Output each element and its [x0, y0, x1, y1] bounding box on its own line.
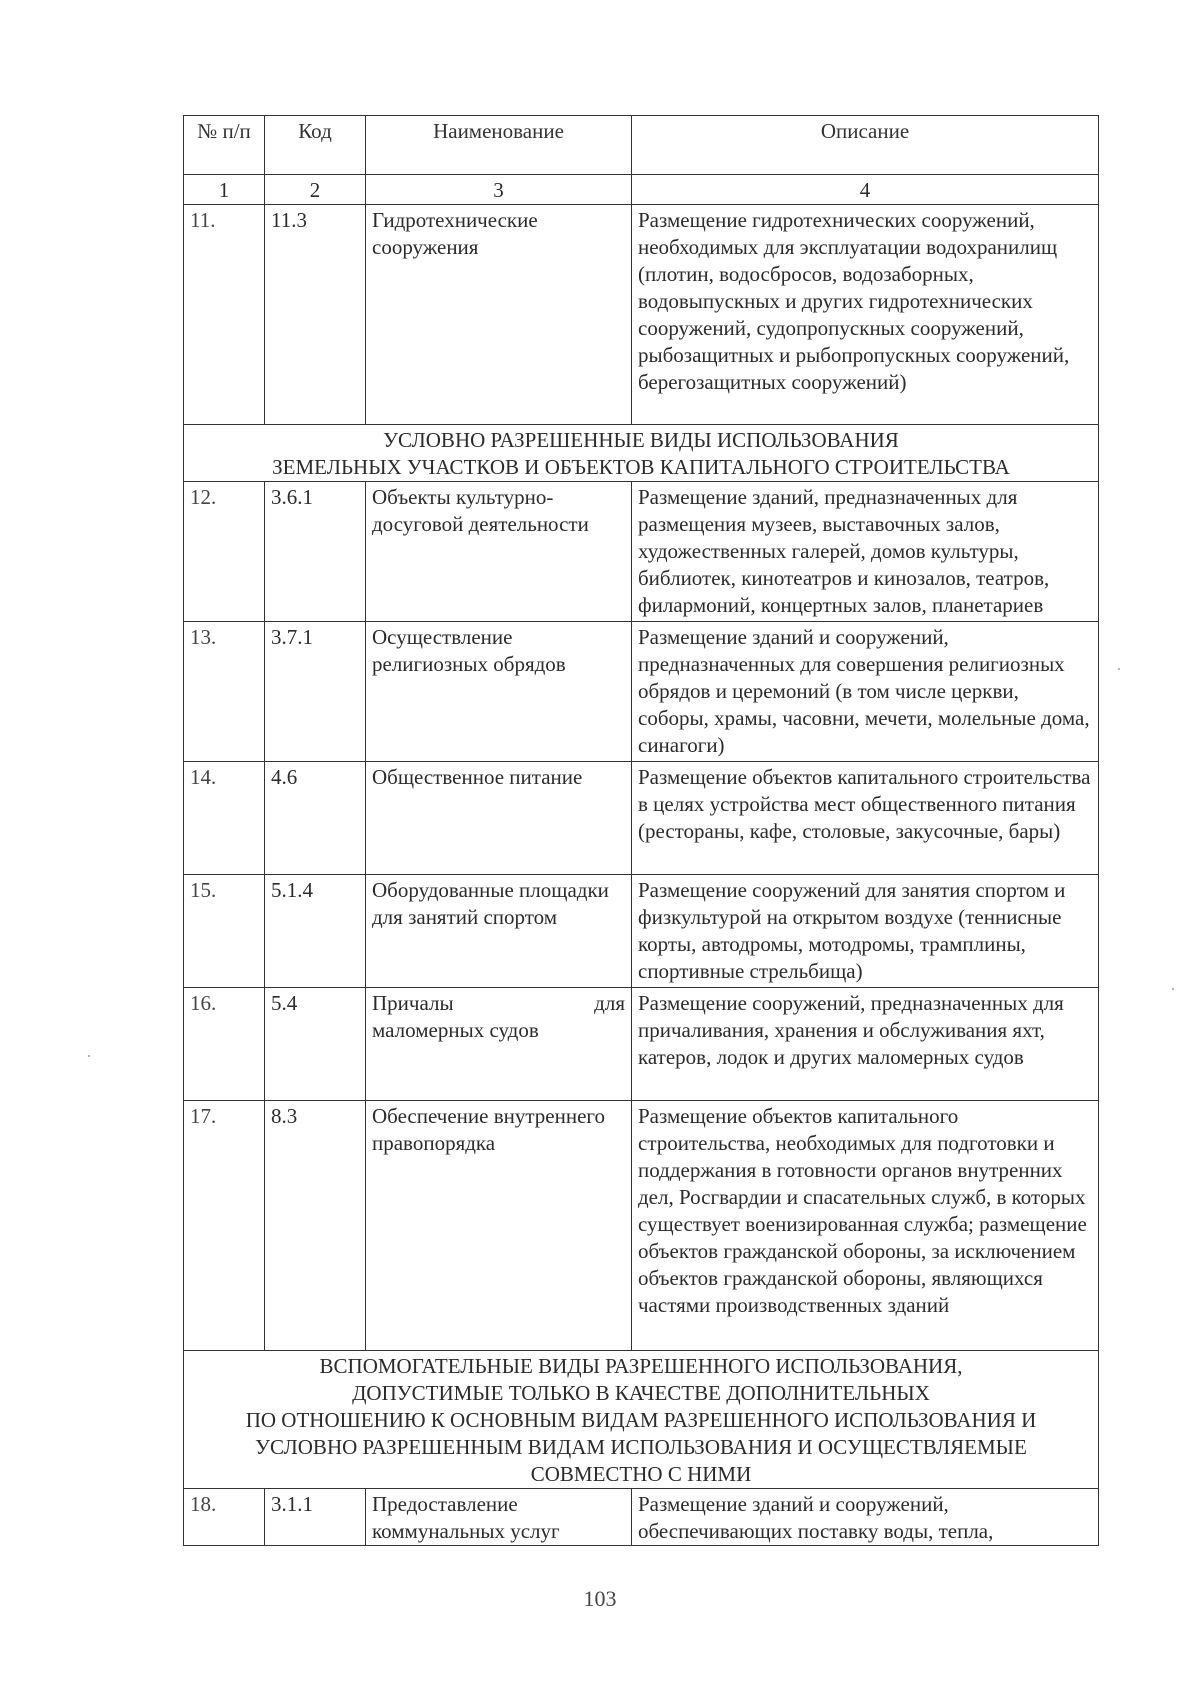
header-name: Наименование [366, 116, 632, 175]
row-code: 3.7.1 [265, 622, 366, 762]
section-header-conditional [184, 425, 1099, 482]
section-title-line: УСЛОВНО РАЗРЕШЕННЫЕ ВИДЫ ИСПОЛЬЗОВАНИЯ [383, 428, 899, 452]
row-number: 15. [184, 875, 265, 988]
row-description: Размещение гидротехнических сооружений, необходимых для эксплуатации водохранилищ (плотин, водосбросов, водозаборных, водовыпускных и других гидротехнических сооружений, судопропускных сооружений, рыбозащитных и рыбопропускных сооружений, берегозащитных сооружений) [632, 205, 1099, 425]
section-header-auxiliary [184, 1351, 1099, 1489]
row-description: Размещение зданий и сооружений, обеспечивающих поставку воды, тепла, [632, 1489, 1099, 1546]
scan-speck [1118, 668, 1120, 670]
section-title-line: УСЛОВНО РАЗРЕШЕННЫМ ВИДАМ ИСПОЛЬЗОВАНИЯ И ОСУЩЕСТВЛЯЕМЫЕ [255, 1435, 1027, 1459]
row-code: 4.6 [265, 762, 366, 875]
section-title-line: ПО ОТНОШЕНИЮ К ОСНОВНЫМ ВИДАМ РАЗРЕШЕННОГО ИСПОЛЬЗОВАНИЯ И [245, 1408, 1037, 1432]
page-number: 103 [583, 1586, 617, 1611]
row-number: 16. [184, 988, 265, 1101]
row-name: Объекты культурно-досуговой деятельности [366, 482, 632, 622]
table-row [184, 1101, 1099, 1351]
row-number: 18. [184, 1489, 265, 1546]
row-number: 14. [184, 762, 265, 875]
row-name-part: для [594, 991, 625, 1015]
row-number: 13. [184, 622, 265, 762]
table-row [184, 1489, 1099, 1546]
row-name: Обеспечение внутреннего правопорядка [366, 1101, 632, 1351]
section-title-line: ВСПОМОГАТЕЛЬНЫЕ ВИДЫ РАЗРЕШЕННОГО ИСПОЛЬЗОВАНИЯ, [319, 1354, 963, 1378]
section-title-line: ЗЕМЕЛЬНЫХ УЧАСТКОВ И ОБЪЕКТОВ КАПИТАЛЬНОГО СТРОИТЕЛЬСТВА [272, 455, 1010, 479]
row-description: Размещение объектов капитального строительства в целях устройства мест общественного питания (рестораны, кафе, столовые, закусочные, бары) [632, 762, 1099, 875]
section-title-line: ДОПУСТИМЫЕ ТОЛЬКО В КАЧЕСТВЕ ДОПОЛНИТЕЛЬНЫХ [352, 1381, 930, 1405]
row-code: 5.1.4 [265, 875, 366, 988]
column-number: 2 [265, 175, 366, 205]
land-use-table [183, 115, 1099, 1546]
header-num: № п/п [184, 116, 265, 175]
row-number: 11. [184, 205, 265, 425]
row-description: Размещение сооружений, предназначенных для причаливания, хранения и обслуживания яхт, катеров, лодок и других маломерных судов [632, 988, 1099, 1101]
row-name: Оборудованные площадки для занятий спортом [366, 875, 632, 988]
table-row [184, 482, 1099, 622]
row-name-part: Причалы [372, 991, 454, 1015]
row-description: Размещение объектов капитального строительства, необходимых для подготовки и поддержания в готовности органов внутренних дел, Росгвардии и спасательных служб, в которых существует военизированная служба; размещение объектов гражданской обороны, за исключением объектов гражданской обороны, являющихся частями производственных зданий [632, 1101, 1099, 1351]
column-number: 3 [366, 175, 632, 205]
row-name: Общественное питание [366, 762, 632, 875]
row-code: 3.6.1 [265, 482, 366, 622]
header-code: Код [265, 116, 366, 175]
row-code: 8.3 [265, 1101, 366, 1351]
column-numbers-row [184, 175, 1099, 205]
row-code: 3.1.1 [265, 1489, 366, 1546]
row-code: 5.4 [265, 988, 366, 1101]
row-name: Гидротехнические сооружения [366, 205, 632, 425]
row-name-part: маломерных судов [372, 1018, 539, 1042]
row-description: Размещение зданий и сооружений, предназначенных для совершения религиозных обрядов и церемоний (в том числе церкви, соборы, храмы, часовни, мечети, молельные дома, синагоги) [632, 622, 1099, 762]
scan-speck [88, 1055, 90, 1057]
table-row [184, 875, 1099, 988]
header-description: Описание [632, 116, 1099, 175]
column-number: 1 [184, 175, 265, 205]
row-number: 12. [184, 482, 265, 622]
table-header-row [184, 116, 1099, 175]
row-description: Размещение зданий, предназначенных для размещения музеев, выставочных залов, художественных галерей, домов культуры, библиотек, кинотеатров и кинозалов, театров, филармоний, концертных залов, планетариев [632, 482, 1099, 622]
row-code: 11.3 [265, 205, 366, 425]
row-name-cell [366, 988, 632, 1101]
row-description: Размещение сооружений для занятия спортом и физкультурой на открытом воздухе (теннисные корты, автодромы, мотодромы, трамплины, спортивные стрельбища) [632, 875, 1099, 988]
row-name-first-line [372, 990, 625, 1017]
column-number: 4 [632, 175, 1099, 205]
table-row [184, 622, 1099, 762]
table-row [184, 762, 1099, 875]
row-name: Предоставление коммунальных услуг [366, 1489, 632, 1546]
row-number: 17. [184, 1101, 265, 1351]
table-row [184, 988, 1099, 1101]
row-name: Осуществление религиозных обрядов [366, 622, 632, 762]
section-title-line: СОВМЕСТНО С НИМИ [530, 1462, 752, 1486]
table-row [184, 205, 1099, 425]
scan-speck [1172, 988, 1174, 990]
